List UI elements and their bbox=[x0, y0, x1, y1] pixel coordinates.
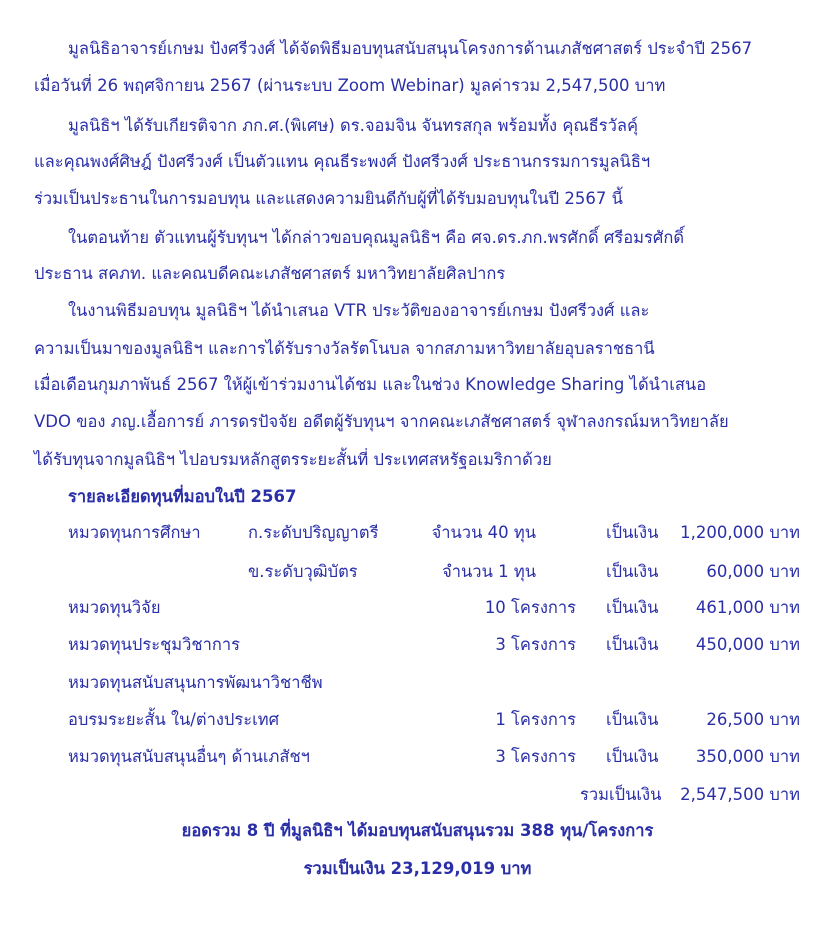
row-category: อบรมระยะสั้น ใน/ต่างประเทศ bbox=[68, 710, 280, 729]
row-count: จำนวน 1 ทุน bbox=[442, 562, 536, 581]
row-subcategory: ก.ระดับปริญญาตรี bbox=[248, 523, 379, 542]
row-count: จำนวน 40 ทุน bbox=[431, 523, 536, 542]
row-category: หมวดทุนการศึกษา bbox=[68, 523, 201, 542]
row-amount: 26,500 บาท bbox=[706, 710, 800, 729]
row-amount-label: เป็นเงิน bbox=[606, 523, 659, 542]
row-amount-label: เป็นเงิน bbox=[606, 598, 659, 617]
row-amount: 60,000 บาท bbox=[706, 562, 800, 581]
paragraph-line: และคุณพงศ์ศิษฎ์ ปังศรีวงศ์ เป็นตัวแทน คุณธีระพงศ์ ปังศรีวงศ์ ประธานกรรมการมูลนิธิฯ bbox=[34, 152, 651, 171]
paragraph-line: มูลนิธิฯ ได้รับเกียรติจาก ภก.ศ.(พิเศษ) ดร.จอมจิน จันทรสกุล พร้อมทั้ง คุณธีรวัลคุ์ bbox=[68, 116, 639, 135]
row-category: หมวดทุนสนับสนุนการพัฒนาวิชาชีพ bbox=[68, 673, 323, 692]
row-count: 1 โครงการ bbox=[495, 710, 576, 729]
paragraph-line: ในตอนท้าย ตัวแทนผู้รับทุนฯ ได้กล่าวขอบคุณมูลนิธิฯ คือ ศจ.ดร.ภก.พรศักดิ์ ศรีอมรศักดิ์ bbox=[68, 228, 685, 247]
row-subcategory: ข.ระดับวุฒิบัตร bbox=[248, 562, 358, 581]
total-label: รวมเป็นเงิน bbox=[580, 785, 662, 804]
row-count: 3 โครงการ bbox=[495, 635, 576, 654]
paragraph-line: เมื่อเดือนกุมภาพันธ์ 2567 ให้ผู้เข้าร่วมงานได้ชม และในช่วง Knowledge Sharing ได้นำเสนอ bbox=[34, 375, 707, 394]
row-amount: 461,000 บาท bbox=[695, 598, 800, 617]
paragraph-line: ในงานพิธีมอบทุน มูลนิธิฯ ได้นำเสนอ VTR ประวัติของอาจารย์เกษม ปังศรีวงศ์ และ bbox=[68, 301, 650, 320]
row-category: หมวดทุนสนับสนุนอื่นๆ ด้านเภสัชฯ bbox=[68, 747, 310, 766]
row-count: 10 โครงการ bbox=[484, 598, 576, 617]
paragraph-line: เมื่อวันที่ 26 พฤศจิกายน 2567 (ผ่านระบบ Zoom Webinar) มูลค่ารวม 2,547,500 บาท bbox=[34, 76, 666, 95]
row-amount-label: เป็นเงิน bbox=[606, 562, 659, 581]
paragraph-line: มูลนิธิอาจารย์เกษม ปังศรีวงศ์ ได้จัดพิธีมอบทุนสนับสนุนโครงการด้านเภสัชศาสตร์ ประจำปี 2567 bbox=[68, 39, 753, 58]
row-amount: 1,200,000 บาท bbox=[680, 523, 800, 542]
row-amount-label: เป็นเงิน bbox=[606, 635, 659, 654]
row-category: หมวดทุนวิจัย bbox=[68, 598, 161, 617]
row-amount: 450,000 บาท bbox=[695, 635, 800, 654]
row-category: หมวดทุนประชุมวิชาการ bbox=[68, 635, 241, 654]
paragraph-line: ประธาน สคภท. และคณบดีคณะเภสัชศาสตร์ มหาวิทยาลัยศิลปากร bbox=[34, 264, 506, 283]
total-amount: 2,547,500 บาท bbox=[680, 785, 800, 804]
row-amount-label: เป็นเงิน bbox=[606, 747, 659, 766]
paragraph-line: ได้รับทุนจากมูลนิธิฯ ไปอบรมหลักสูตรระยะสั้นที่ ประเทศสหรัฐอเมริกาด้วย bbox=[34, 450, 552, 469]
paragraph-line: VDO ของ ภญ.เอื้อการย์ ภารดรปัจจัย อดีตผู้รับทุนฯ จากคณะเภสัชศาสตร์ จุฬาลงกรณ์มหาวิทยาลัย bbox=[34, 412, 729, 431]
row-amount: 350,000 บาท bbox=[695, 747, 800, 766]
summary-line: ยอดรวม 8 ปี ที่มูลนิธิฯ ได้มอบทุนสนับสนุนรวม 388 ทุน/โครงการ bbox=[181, 821, 654, 840]
row-count: 3 โครงการ bbox=[495, 747, 576, 766]
details-title: รายละเอียดทุนที่มอบในปี 2567 bbox=[68, 487, 297, 506]
summary-total: รวมเป็นเงิน 23,129,019 บาท bbox=[303, 859, 532, 878]
row-amount-label: เป็นเงิน bbox=[606, 710, 659, 729]
paragraph-line: ความเป็นมาของมูลนิธิฯ และการได้รับรางวัลรัตโนบล จากสภามหาวิทยาลัยอุบลราชธานี bbox=[34, 339, 655, 358]
paragraph-line: ร่วมเป็นประธานในการมอบทุน และแสดงความยินดีกับผู้ที่ได้รับมอบทุนในปี 2567 นี้ bbox=[34, 189, 623, 208]
